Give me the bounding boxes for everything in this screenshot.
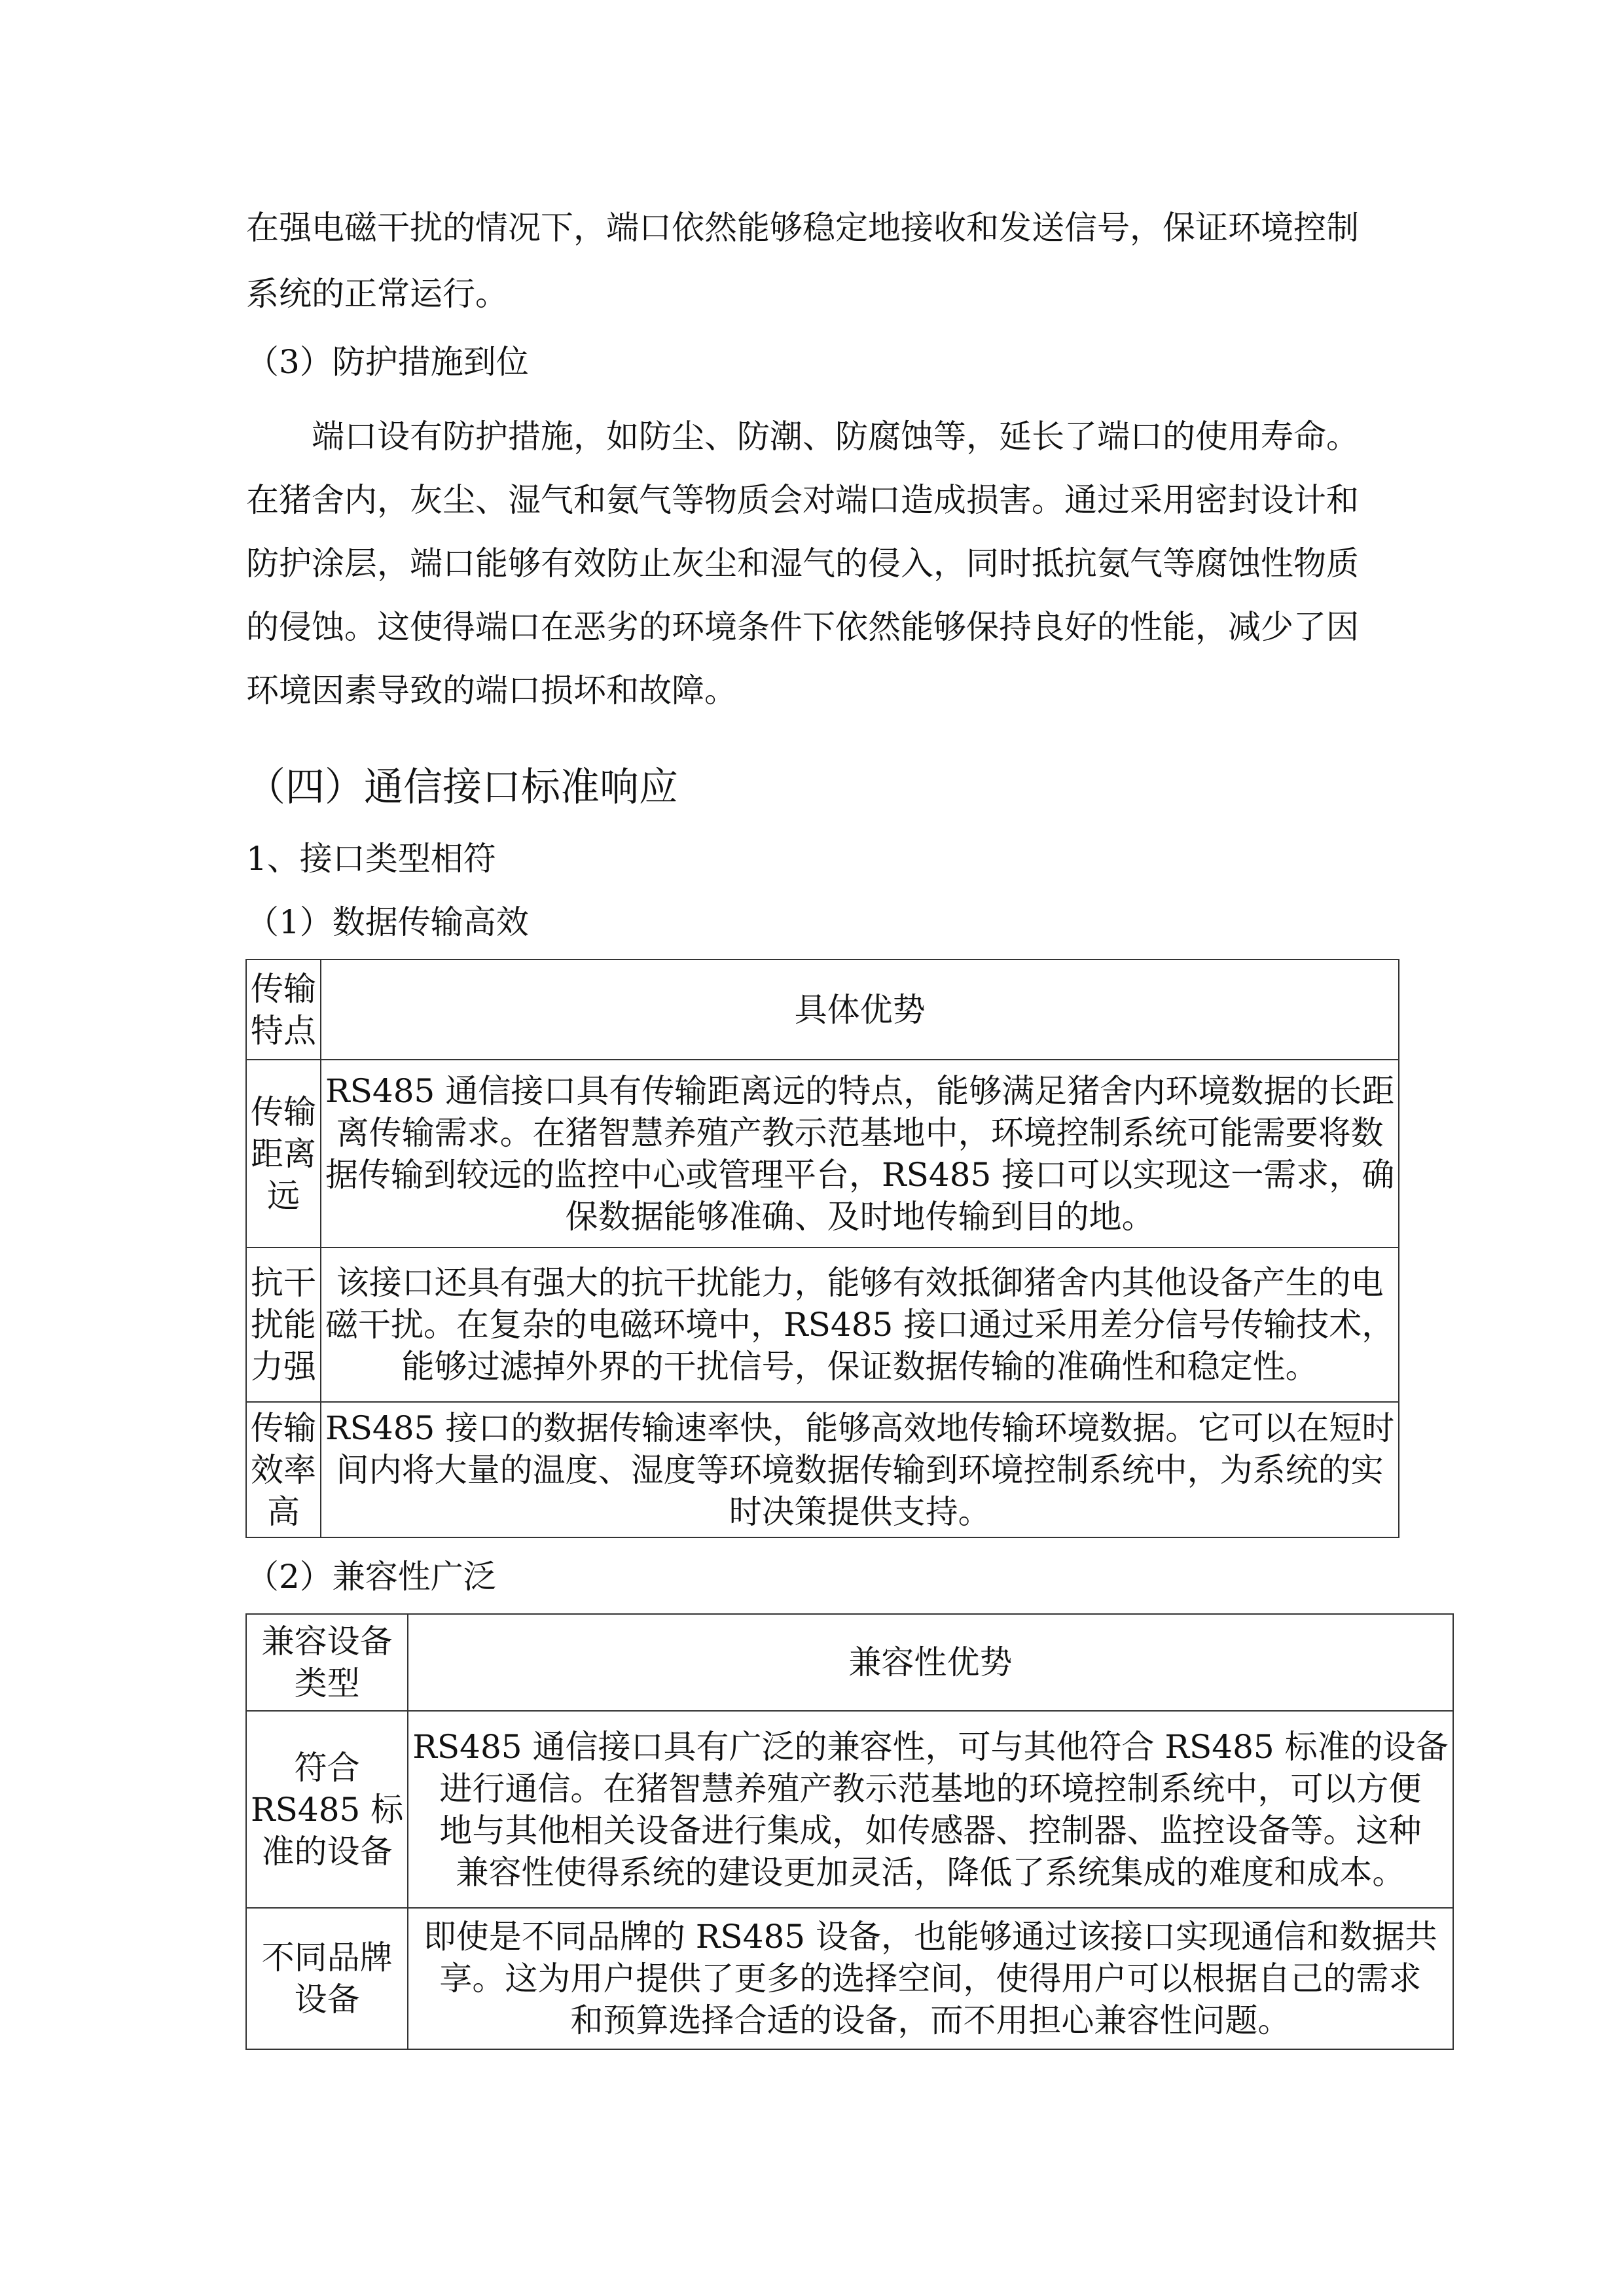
cell-text-line: 时决策提供支持。 xyxy=(729,1492,991,1531)
table-row xyxy=(246,1247,1399,1402)
cell-text-line: 设备 xyxy=(294,1981,360,2018)
table1-heading: （1）数据传输高效 xyxy=(246,903,529,941)
cell-text-line: 抗干 xyxy=(251,1264,316,1302)
cell-text-line: 符合 xyxy=(294,1748,360,1787)
table-header-row xyxy=(246,960,1399,1060)
cell-text-line: RS485 标 xyxy=(251,1790,404,1829)
cell-text-line: 磁干扰。在复杂的电磁环境中，RS485 接口通过采用差分信号传输技术， xyxy=(325,1306,1395,1344)
table-cell-label xyxy=(246,1908,408,2049)
cell-text-line: 间内将大量的温度、湿度等环境数据传输到环境控制系统中，为系统的实 xyxy=(336,1450,1384,1489)
cell-text-line: 兼容性优势 xyxy=(848,1643,1013,1681)
table-cell-label xyxy=(246,960,321,1060)
intro-paragraph xyxy=(246,195,1372,327)
text-line: 端口设有防护措施，如防尘、防潮、防腐蚀等，延长了端口的使用寿命。 xyxy=(246,418,1359,456)
cell-text-line: 兼容设备 xyxy=(261,1623,393,1660)
item-heading: 1、接口类型相符 xyxy=(246,840,496,878)
cell-text-line: 不同品牌 xyxy=(261,1939,393,1977)
subheading-protection: （3）防护措施到位 xyxy=(246,343,529,381)
protection-paragraph xyxy=(246,405,1372,723)
cell-text-line: 能够过滤掉外界的干扰信号，保证数据传输的准确性和稳定性。 xyxy=(401,1348,1318,1386)
cell-text-line: 传输 xyxy=(251,1092,316,1131)
cell-text-line: 距离 xyxy=(251,1134,316,1173)
text-line: 防护涂层，端口能够有效防止灰尘和湿气的侵入，同时抵抗氨气等腐蚀性物质 xyxy=(246,545,1359,583)
cell-text-line: 特点 xyxy=(251,1011,316,1050)
compatibility-table xyxy=(245,1613,1454,2050)
table-header-row xyxy=(246,1614,1453,1711)
cell-text-line: 据传输到较远的监控中心或管理平台，RS485 接口可以实现这一需求，确 xyxy=(325,1155,1395,1194)
cell-text-line: 该接口还具有强大的抗干扰能力，能够有效抵御猪舍内其他设备产生的电 xyxy=(336,1264,1384,1302)
table-cell-content xyxy=(321,1060,1399,1247)
cell-text-line: 离传输需求。在猪智慧养殖产教示范基地中，环境控制系统可能需要将数 xyxy=(336,1113,1384,1152)
cell-text-line: RS485 通信接口具有广泛的兼容性，可与其他符合 RS485 标准的设备 xyxy=(412,1727,1449,1766)
text-line: 系统的正常运行。 xyxy=(246,275,508,313)
table-row xyxy=(246,1060,1399,1247)
data-transmission-table xyxy=(245,959,1399,1538)
table-cell-label xyxy=(246,1060,321,1247)
table-cell-content xyxy=(321,1247,1399,1402)
cell-text-line: 即使是不同品牌的 RS485 设备，也能够通过该接口实现通信和数据共 xyxy=(423,1918,1437,1956)
table-row xyxy=(246,1711,1453,1908)
cell-text-line: 保数据能够准确、及时地传输到目的地。 xyxy=(565,1197,1155,1236)
cell-text-line: 力强 xyxy=(251,1348,316,1386)
cell-text-line: 地与其他相关设备进行集成，如传感器、控制器、监控设备等。这种 xyxy=(439,1811,1422,1850)
cell-text-line: 传输 xyxy=(251,969,316,1008)
table-cell-content xyxy=(321,1402,1399,1537)
cell-text-line: RS485 接口的数据传输速率快，能够高效地传输环境数据。它可以在短时 xyxy=(325,1408,1395,1447)
text-line: 的侵蚀。这使得端口在恶劣的环境条件下依然能够保持良好的性能，减少了因 xyxy=(246,608,1359,646)
cell-text-line: 扰能 xyxy=(251,1306,316,1344)
cell-text-line: 和预算选择合适的设备，而不用担心兼容性问题。 xyxy=(570,2001,1291,2039)
table-cell-label xyxy=(246,1614,408,1711)
table-row xyxy=(246,1402,1399,1537)
table-cell-content xyxy=(408,1711,1453,1908)
text-line: 环境因素导致的端口损坏和故障。 xyxy=(246,672,737,709)
table-cell-content xyxy=(321,960,1399,1060)
table-cell-label xyxy=(246,1711,408,1908)
cell-text-line: RS485 通信接口具有传输距离远的特点，能够满足猪舍内环境数据的长距 xyxy=(325,1071,1395,1110)
table-row xyxy=(246,1908,1453,2049)
section-heading: （四）通信接口标准响应 xyxy=(246,764,678,810)
text-line: 在强电磁干扰的情况下，端口依然能够稳定地接收和发送信号，保证环境控制 xyxy=(246,209,1359,247)
cell-text-line: 高 xyxy=(267,1492,300,1531)
cell-text-line: 准的设备 xyxy=(261,1832,393,1871)
table-cell-content xyxy=(408,1614,1453,1711)
cell-text-line: 远 xyxy=(267,1176,300,1215)
cell-text-line: 类型 xyxy=(294,1664,360,1702)
table2-heading: （2）兼容性广泛 xyxy=(246,1558,496,1596)
table-cell-content xyxy=(408,1908,1453,2049)
cell-text-line: 兼容性使得系统的建设更加灵活，降低了系统集成的难度和成本。 xyxy=(456,1853,1405,1892)
cell-text-line: 具体优势 xyxy=(794,990,926,1029)
table-cell-label xyxy=(246,1247,321,1402)
text-line: 在猪舍内，灰尘、湿气和氨气等物质会对端口造成损害。通过采用密封设计和 xyxy=(246,481,1359,519)
cell-text-line: 享。这为用户提供了更多的选择空间，使得用户可以根据自己的需求 xyxy=(439,1960,1422,1998)
cell-text-line: 传输 xyxy=(251,1408,316,1447)
cell-text-line: 进行通信。在猪智慧养殖产教示范基地的环境控制系统中，可以方便 xyxy=(439,1769,1422,1808)
table-cell-label xyxy=(246,1402,321,1537)
cell-text-line: 效率 xyxy=(251,1450,316,1489)
